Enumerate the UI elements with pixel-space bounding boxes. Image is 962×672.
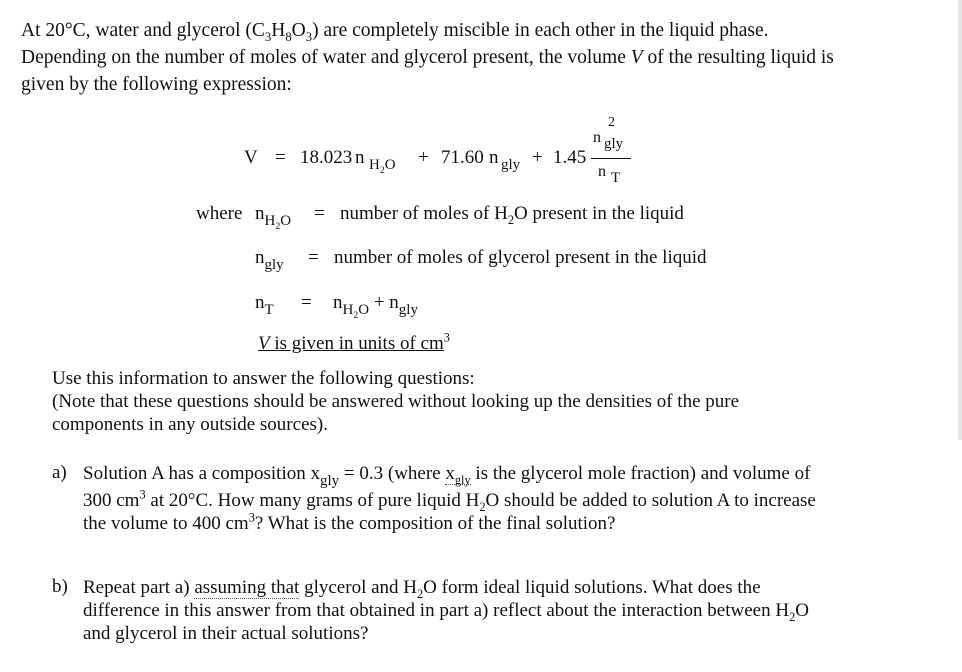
eq-coef-3: 1.45 xyxy=(553,147,587,168)
eq-frac-num-n: n xyxy=(593,129,601,146)
eq-h2o-sub: $H_2O$ xyxy=(369,157,396,176)
eq-frac-num-sub: gly xyxy=(604,136,624,152)
question-b-line-2: difference in this answer from that obtained in part a) reflect about the interaction between $H_2O$ xyxy=(83,600,809,624)
question-b-text xyxy=(83,576,809,645)
def2-symbol: $n_{gly}$ xyxy=(255,247,284,273)
question-a-label: a) xyxy=(52,462,67,483)
def2-equals: = xyxy=(308,247,319,268)
units-note: V is given in units of $cm^3$ xyxy=(258,330,450,354)
eq-frac-den-sub: T xyxy=(611,170,621,186)
intro-line-2: Depending on the number of moles of water and glycerol present, the volume V of the resulting liquid is xyxy=(21,47,834,68)
eq-plus-1: + xyxy=(418,147,429,168)
def3-rhs: $n_{H_2O} + n_{gly}$ xyxy=(333,292,418,321)
question-b-line-1: Repeat part a) assuming that glycerol and $H_2O$ form ideal liquid solutions. What does the xyxy=(83,577,761,601)
eq-n-h2o: n xyxy=(355,147,365,168)
question-a-line-3: the volume to 400 $cm^3$? What is the composition of the final solution? xyxy=(83,510,616,534)
intro-paragraph xyxy=(21,17,951,98)
def-where: where xyxy=(196,203,243,224)
question-a-text xyxy=(83,462,816,535)
eq-n-gly: n xyxy=(489,147,499,168)
instructions xyxy=(52,367,739,436)
def1-symbol: $n_{H_2O}$ xyxy=(255,203,292,232)
def3-symbol: $n_T$ xyxy=(255,292,274,318)
question-a-line-2: 300 $cm^3$ at 20°C. How many grams of pure liquid $H_2O$ should be added to solution A to increase xyxy=(83,487,816,514)
intro-line-3: given by the following expression: xyxy=(21,74,292,95)
eq-equals: = xyxy=(275,147,286,168)
eq-plus-2: + xyxy=(532,147,543,168)
eq-fraction-bar xyxy=(591,158,631,159)
instructions-line-1: Use this information to answer the following questions: xyxy=(52,368,475,389)
question-b-label: b) xyxy=(52,576,68,597)
eq-coef-2: 71.60 xyxy=(441,147,484,168)
def1-text: number of moles of $H_2O$ present in the liquid xyxy=(340,203,684,227)
intro-line-1: At 20°C, water and glycerol $(C_3H_8O_3)$ are completely miscible in each other in the liquid phase. xyxy=(21,20,769,44)
eq-lhs: V xyxy=(244,147,258,168)
instructions-line-2: (Note that these questions should be answered without looking up the densities of the pure xyxy=(52,391,740,412)
eq-coef-1: 18.023 xyxy=(300,147,353,168)
def2-text: number of moles of glycerol present in the liquid xyxy=(334,247,707,268)
instructions-line-3: components in any outside sources). xyxy=(52,414,328,435)
scrollbar[interactable] xyxy=(958,0,962,440)
eq-frac-num-exp: 2 xyxy=(608,115,615,130)
def1-equals: = xyxy=(314,203,325,224)
def3-equals: = xyxy=(301,292,312,313)
question-b-line-3: and glycerol in their actual solutions? xyxy=(83,623,369,644)
eq-gly-sub: gly xyxy=(501,157,521,173)
question-a-line-1: Solution A has a composition $x_{gly} = 0.3$ (where $x_{gly}$ is the glycerol mole fraction) and volume of xyxy=(83,463,811,489)
eq-frac-den-n: n xyxy=(598,163,606,180)
